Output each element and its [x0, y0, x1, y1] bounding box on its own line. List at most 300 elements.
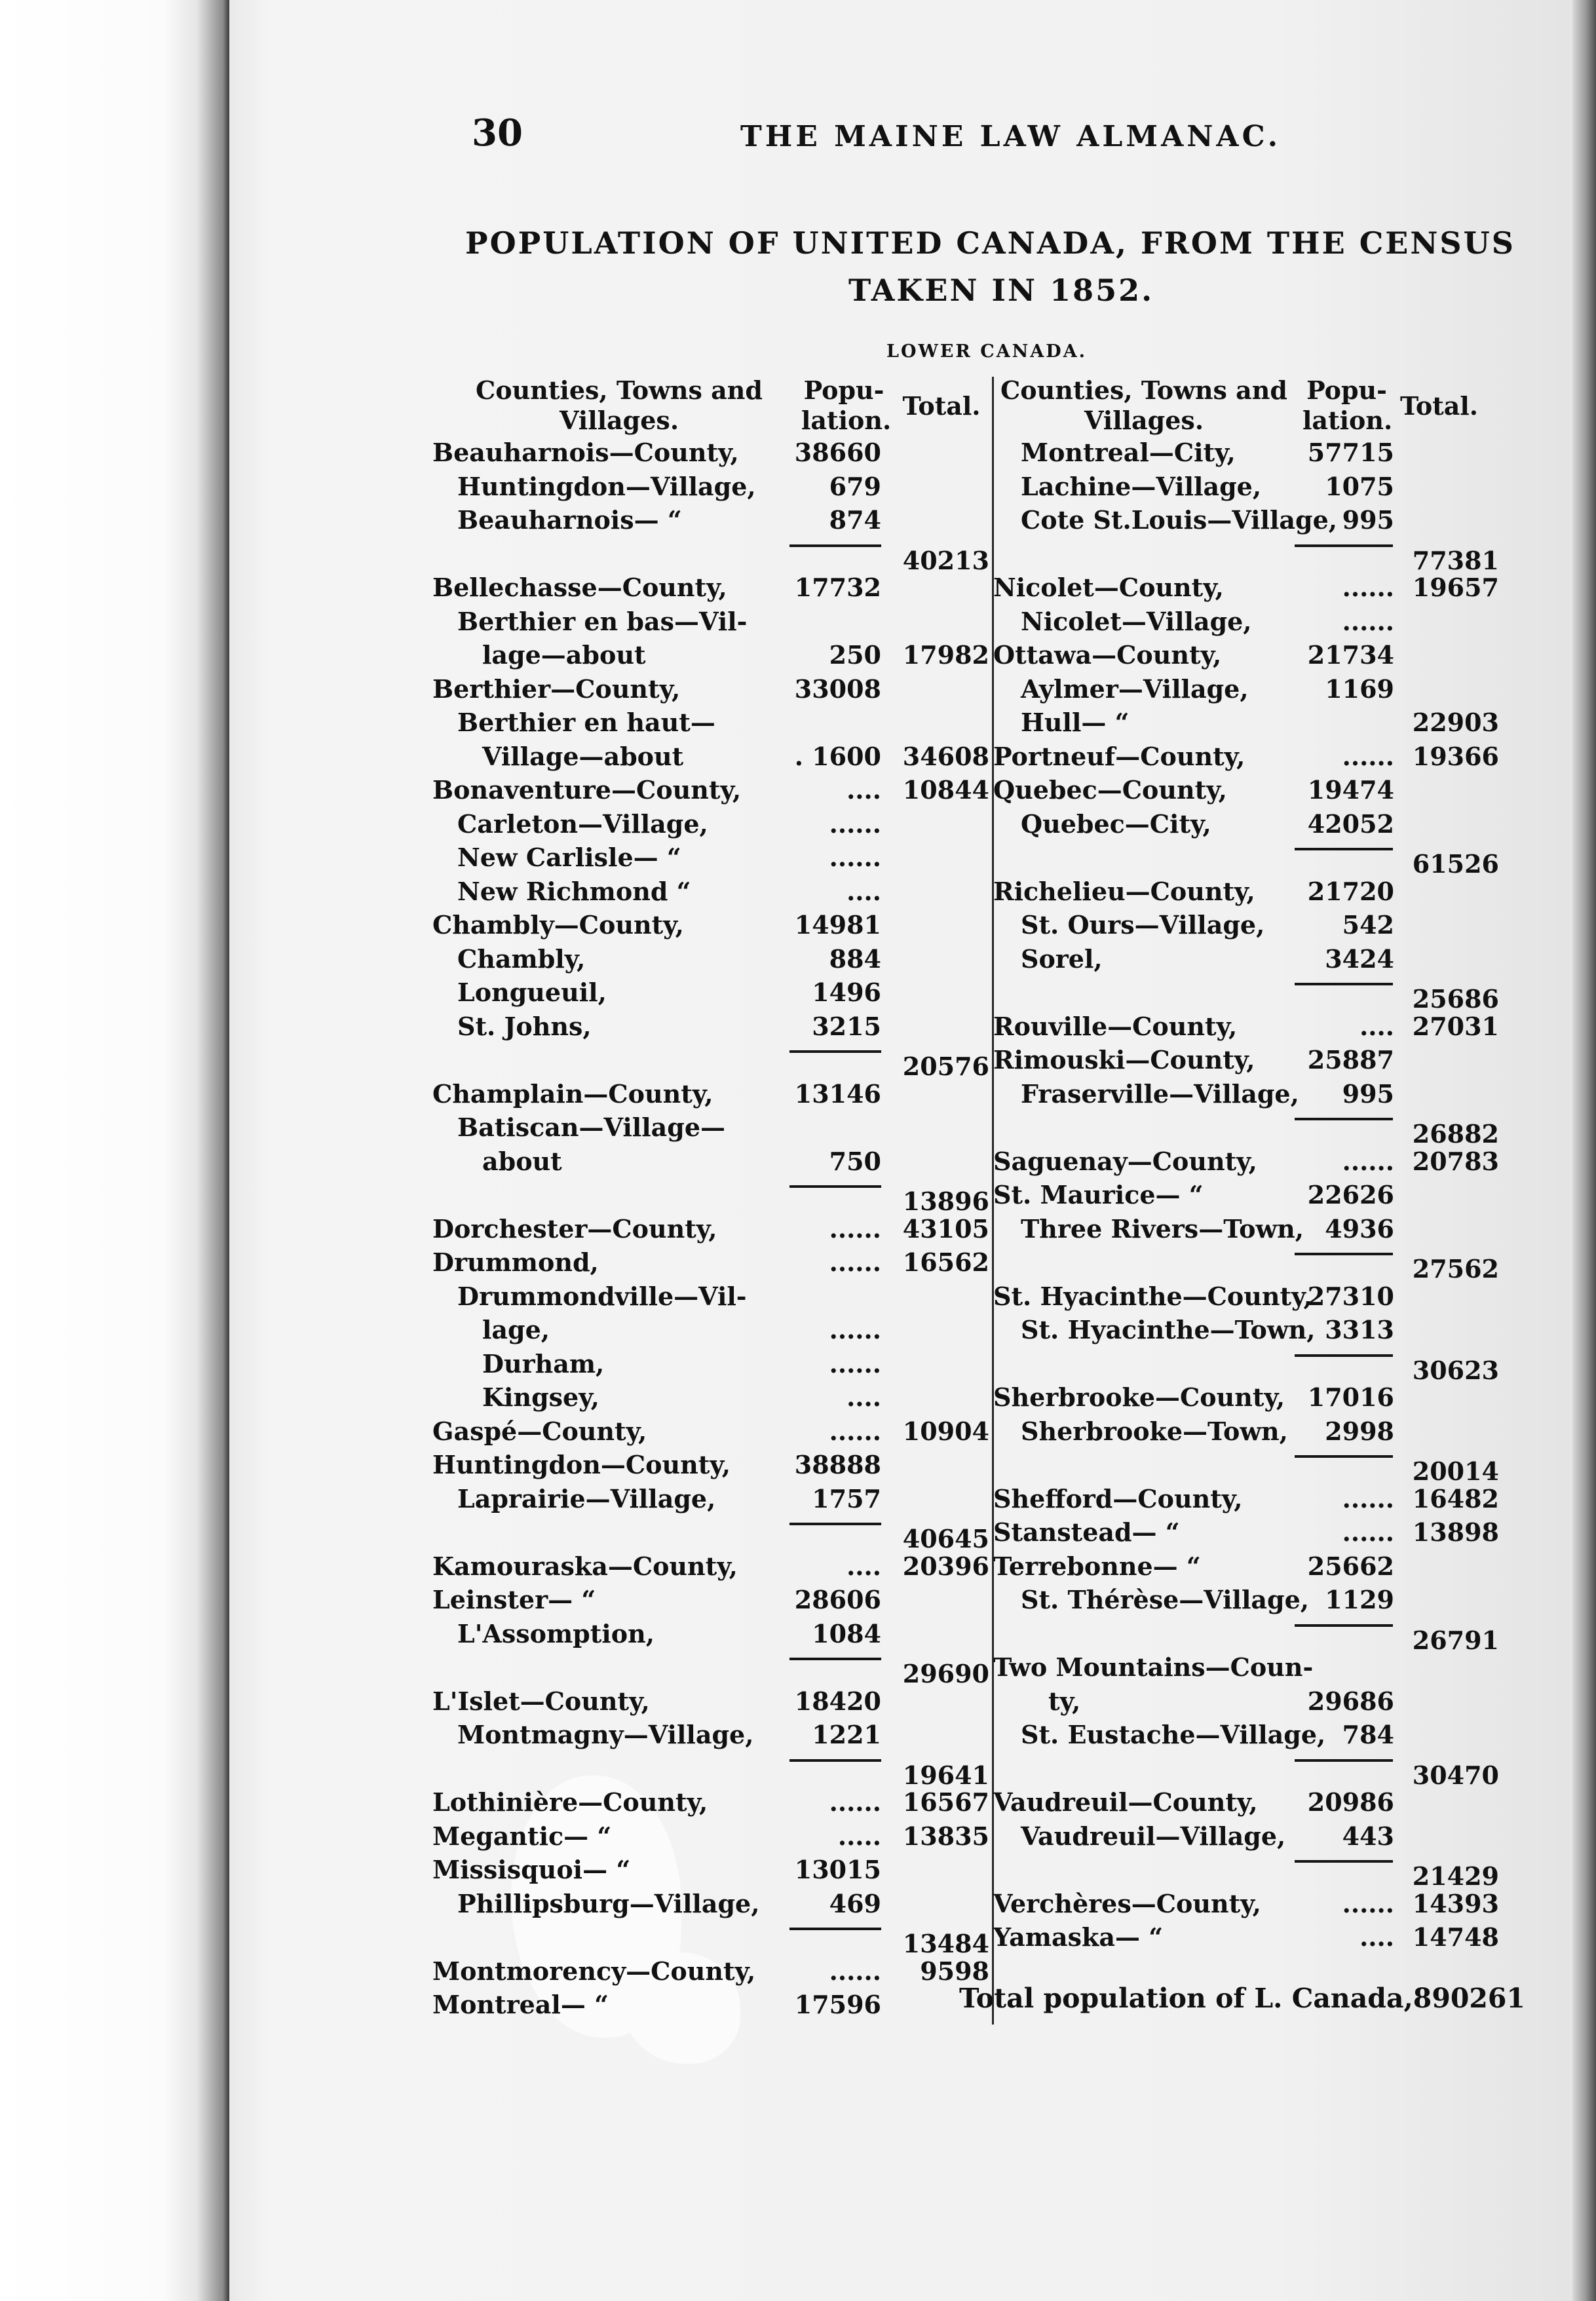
- table-row: [229, 1787, 993, 1824]
- place-name: lage—about: [482, 640, 646, 670]
- subtotal-rule: [789, 1759, 881, 1762]
- place-name: Montmorency—County,: [432, 1956, 756, 1986]
- table-row: [229, 440, 993, 474]
- place-name: Bonaventure—County,: [432, 775, 742, 805]
- place-name: Richelieu—County,: [993, 876, 1255, 906]
- subtotal-rule: [1295, 1118, 1393, 1120]
- population-value: ....: [846, 876, 881, 906]
- table-row: [993, 741, 1572, 778]
- table-row: [229, 808, 993, 846]
- total-value: 34608: [902, 741, 989, 771]
- total-value: 20396: [902, 1551, 989, 1581]
- page-margin-left: [0, 0, 229, 2301]
- table-row: [229, 640, 993, 677]
- table-row: [993, 1652, 1572, 1689]
- table-row: [229, 542, 993, 576]
- population-value: ......: [1342, 573, 1394, 602]
- population-value: 542: [1342, 910, 1394, 940]
- subtotal-rule: [1295, 1624, 1393, 1627]
- population-value: ....: [1359, 1011, 1394, 1041]
- population-value: ....: [846, 775, 881, 805]
- population-value: 1496: [812, 978, 881, 1007]
- subtotal-rule: [1295, 1354, 1393, 1357]
- right-header-names: Counties, Towns and Villages.: [1000, 375, 1287, 435]
- population-value: 57715: [1307, 438, 1394, 467]
- table-row: [993, 1722, 1572, 1757]
- population-value: 1169: [1325, 674, 1394, 704]
- table-row: [993, 1453, 1572, 1487]
- place-name: Kamouraska—County,: [432, 1551, 738, 1581]
- total-value: 77381: [1412, 545, 1499, 575]
- total-value: 61526: [1412, 849, 1499, 879]
- section-heading: LOWER CANADA.: [886, 341, 1088, 362]
- place-name: Lothinière—County,: [432, 1787, 708, 1817]
- place-name: Verchères—County,: [993, 1888, 1261, 1918]
- place-name: New Richmond “: [457, 876, 691, 906]
- place-name: Megantic— “: [432, 1821, 612, 1851]
- place-name: Vaudreuil—Village,: [1021, 1821, 1286, 1851]
- population-value: 1084: [812, 1618, 881, 1648]
- population-value: ......: [829, 1315, 881, 1344]
- table-row: [993, 1888, 1572, 1926]
- population-value: 20986: [1307, 1787, 1394, 1817]
- place-name: Chambly,: [457, 943, 586, 974]
- population-value: ......: [829, 1787, 881, 1817]
- table-row: [229, 1757, 993, 1791]
- population-value: 38660: [794, 438, 881, 467]
- population-value: ....: [1359, 1922, 1394, 1952]
- table-row: [993, 1551, 1572, 1588]
- place-name: St. Ours—Village,: [1021, 910, 1265, 940]
- population-value: ......: [829, 1213, 881, 1244]
- total-value: 40213: [902, 545, 989, 575]
- almanac-page: [229, 0, 1572, 2301]
- place-name: Quebec—City,: [1021, 808, 1211, 839]
- page-title: POPULATION OF UNITED CANADA, FROM THE CENSUS: [465, 225, 1515, 261]
- table-row: [993, 640, 1572, 677]
- place-name: Carleton—Village,: [457, 808, 708, 839]
- total-value: 20014: [1412, 1456, 1499, 1486]
- place-name: Sorel,: [1021, 943, 1103, 974]
- table-row: [993, 542, 1572, 576]
- total-value: 14748: [1412, 1922, 1499, 1952]
- population-value: 18420: [794, 1686, 881, 1716]
- population-value: 25887: [1307, 1045, 1394, 1074]
- place-name: St. Eustache—Village,: [1021, 1720, 1326, 1749]
- table-row: [229, 1048, 993, 1082]
- place-name: Phillipsburg—Village,: [457, 1888, 760, 1918]
- table-row: [993, 1382, 1572, 1419]
- place-name: L'Assomption,: [457, 1618, 655, 1648]
- place-name: Beauharnois—County,: [432, 438, 739, 467]
- population-value: 25662: [1307, 1551, 1394, 1581]
- total-value: 27562: [1412, 1254, 1499, 1284]
- place-name: Portneuf—County,: [993, 741, 1245, 771]
- population-value: 29686: [1307, 1686, 1394, 1716]
- place-name: Bellechasse—County,: [432, 573, 727, 602]
- place-name: Rouville—County,: [993, 1011, 1238, 1041]
- place-name: Durham,: [482, 1348, 605, 1379]
- table-row: [993, 1115, 1572, 1149]
- place-name: Missisquoi— “: [432, 1855, 631, 1884]
- table-row: [993, 674, 1572, 711]
- population-value: ......: [1342, 606, 1394, 636]
- population-value: 21734: [1307, 640, 1394, 670]
- table-row: [993, 1483, 1572, 1521]
- table-row: [229, 471, 993, 508]
- right-column: [993, 0, 1572, 2301]
- table-row: [993, 440, 1572, 474]
- table-row: [993, 710, 1572, 744]
- population-value: 19474: [1307, 775, 1394, 805]
- population-value: 750: [829, 1146, 881, 1176]
- population-value: 2998: [1325, 1416, 1394, 1446]
- table-row: [993, 1078, 1572, 1116]
- place-name: Montreal— “: [432, 1990, 609, 2019]
- population-value: ......: [829, 1956, 881, 1986]
- place-name: Kingsey,: [482, 1382, 599, 1412]
- table-row: [993, 910, 1572, 947]
- place-name: Two Mountains—Coun-: [993, 1652, 1314, 1682]
- place-name: Fraserville—Village,: [1021, 1078, 1299, 1109]
- table-row: [993, 980, 1572, 1014]
- table-row: [993, 1857, 1572, 1892]
- place-name: Laprairie—Village,: [457, 1483, 716, 1513]
- table-row: [229, 1146, 993, 1183]
- total-value: 30470: [1412, 1760, 1499, 1790]
- place-name: Nicolet—County,: [993, 573, 1224, 602]
- subtotal-rule: [1295, 848, 1393, 850]
- place-name: St. Hyacinthe—Town,: [1021, 1315, 1316, 1344]
- total-value: 27031: [1412, 1011, 1499, 1041]
- population-value: 22626: [1307, 1180, 1394, 1209]
- table-row: [229, 1213, 993, 1251]
- total-value: 16562: [902, 1247, 989, 1277]
- table-row: [229, 910, 993, 947]
- subtotal-rule: [789, 1050, 881, 1053]
- table-row: [993, 575, 1572, 609]
- place-name: St. Johns,: [457, 1011, 592, 1041]
- total-value: 14393: [1412, 1888, 1499, 1918]
- table-row: [993, 943, 1572, 981]
- population-value: 3424: [1325, 943, 1394, 974]
- total-value: 16482: [1412, 1483, 1499, 1513]
- place-name: Sherbrooke—Town,: [1021, 1416, 1288, 1446]
- table-row: [993, 505, 1572, 542]
- place-name: Berthier—County,: [432, 674, 681, 704]
- total-value: 10844: [902, 775, 989, 805]
- population-value: 28606: [794, 1585, 881, 1614]
- right-header-population: Popu- lation.: [1302, 375, 1393, 435]
- subtotal-rule: [1295, 544, 1393, 547]
- total-value: 13835: [902, 1821, 989, 1851]
- place-name: Drummondville—Vil-: [457, 1281, 747, 1311]
- table-row: [993, 1585, 1572, 1622]
- population-value: 4936: [1325, 1213, 1394, 1244]
- table-row: [229, 1956, 993, 1993]
- population-value: ......: [1342, 1888, 1394, 1918]
- table-row: [229, 1348, 993, 1386]
- subtotal-rule: [1295, 1253, 1393, 1255]
- population-value: 13015: [794, 1855, 881, 1884]
- table-row: [993, 1011, 1572, 1048]
- place-name: Berthier en haut—: [457, 708, 715, 737]
- population-value: ......: [829, 1416, 881, 1446]
- place-name: Hull— “: [1021, 708, 1130, 737]
- total-value: 20576: [902, 1052, 989, 1081]
- subtotal-rule: [789, 544, 881, 547]
- table-row: [229, 775, 993, 812]
- place-name: ty,: [1048, 1686, 1081, 1716]
- table-row: [229, 1315, 993, 1352]
- table-row: [993, 1352, 1572, 1386]
- place-name: Batiscan—Village—: [457, 1112, 726, 1142]
- total-value: 43105: [902, 1213, 989, 1244]
- population-value: 3215: [812, 1011, 881, 1041]
- population-value: 14981: [794, 910, 881, 940]
- place-name: Aylmer—Village,: [1021, 674, 1249, 704]
- right-header-total: Total.: [1399, 391, 1479, 421]
- total-value: 19366: [1412, 741, 1499, 771]
- page-margin-right: [1572, 0, 1596, 2301]
- table-row: [993, 1180, 1572, 1217]
- total-value: 20783: [1412, 1146, 1499, 1176]
- total-value: 22903: [1412, 708, 1499, 737]
- population-value: 884: [829, 943, 881, 974]
- table-row: [229, 1520, 993, 1554]
- left-header-total: Total.: [902, 391, 981, 421]
- left-header-names: Counties, Towns and Villages.: [476, 375, 763, 435]
- population-value: 469: [829, 1888, 881, 1918]
- total-value: 13896: [902, 1187, 989, 1216]
- total-value: 26791: [1412, 1625, 1499, 1655]
- subtotal-rule: [789, 1658, 881, 1660]
- population-value: 17732: [794, 573, 881, 602]
- place-name: Gaspé—County,: [432, 1416, 647, 1446]
- table-row: [229, 1925, 993, 1959]
- table-row: [993, 1315, 1572, 1352]
- running-head: THE MAINE LAW ALMANAC.: [740, 120, 1282, 153]
- population-value: . 1600: [794, 741, 881, 771]
- total-value: 19657: [1412, 573, 1499, 602]
- table-row: [993, 1686, 1572, 1723]
- total-value: 26882: [1412, 1119, 1499, 1149]
- place-name: Montmagny—Village,: [457, 1720, 754, 1749]
- subtotal-rule: [1295, 1759, 1393, 1762]
- population-value: 3313: [1325, 1315, 1394, 1344]
- table-row: [993, 471, 1572, 508]
- population-value: 17596: [794, 1990, 881, 2019]
- place-name: Sherbrooke—County,: [993, 1382, 1285, 1412]
- table-row: [229, 1992, 993, 2026]
- place-name: Leinster— “: [432, 1585, 596, 1614]
- place-name: about: [482, 1146, 562, 1176]
- population-value: ....: [846, 1551, 881, 1581]
- table-row: [229, 1655, 993, 1689]
- total-value: 13484: [902, 1929, 989, 1958]
- total-value: 25686: [1412, 984, 1499, 1014]
- population-value: 1757: [812, 1483, 881, 1513]
- place-name: St. Thérèse—Village,: [1021, 1585, 1310, 1614]
- place-name: Chambly—County,: [432, 910, 684, 940]
- total-value: 17982: [902, 640, 989, 670]
- place-name: Shefford—County,: [993, 1483, 1243, 1513]
- place-name: Dorchester—County,: [432, 1213, 717, 1244]
- population-value: ......: [1342, 1146, 1394, 1176]
- table-row: [993, 1757, 1572, 1791]
- table-row: [229, 1686, 993, 1723]
- place-name: Drummond,: [432, 1247, 599, 1277]
- population-value: 21720: [1307, 876, 1394, 906]
- place-name: Huntingdon—Village,: [457, 471, 756, 501]
- table-row: [993, 1922, 1572, 1959]
- place-name: Ottawa—County,: [993, 640, 1222, 670]
- table-row: [229, 606, 993, 643]
- place-name: Terrebonne— “: [993, 1551, 1201, 1581]
- population-value: ......: [829, 843, 881, 872]
- total-value: 40645: [902, 1524, 989, 1553]
- total-value: 10904: [902, 1416, 989, 1446]
- table-row: [229, 1416, 993, 1453]
- table-row: [993, 1787, 1572, 1824]
- place-name: Montreal—City,: [1021, 438, 1236, 467]
- place-name: St. Maurice— “: [993, 1180, 1204, 1209]
- population-value: ....: [846, 1382, 881, 1412]
- table-row: [229, 575, 993, 609]
- table-row: [229, 845, 993, 879]
- population-value: ......: [829, 1247, 881, 1277]
- place-name: Nicolet—Village,: [1021, 606, 1252, 636]
- place-name: St. Hyacinthe—County,: [993, 1281, 1312, 1311]
- population-value: 995: [1342, 505, 1394, 535]
- page-title-line2: TAKEN IN 1852.: [848, 273, 1154, 308]
- population-value: 13146: [794, 1078, 881, 1109]
- table-row: [229, 1857, 993, 1892]
- table-row: [993, 1250, 1572, 1284]
- place-name: Village—about: [482, 741, 684, 771]
- place-name: L'Islet—County,: [432, 1686, 650, 1716]
- population-value: ......: [1342, 1517, 1394, 1547]
- table-row: [229, 1450, 993, 1487]
- table-row: [993, 1517, 1572, 1554]
- table-row: [229, 1183, 993, 1217]
- table-row: [229, 674, 993, 711]
- place-name: Berthier en bas—Vil-: [457, 606, 748, 636]
- place-name: Three Rivers—Town,: [1021, 1213, 1304, 1244]
- total-value: 29690: [902, 1659, 989, 1688]
- population-value: ......: [1342, 741, 1394, 771]
- table-row: [229, 1078, 993, 1116]
- table-row: [229, 1112, 993, 1149]
- table-row: [229, 943, 993, 981]
- subtotal-rule: [789, 1523, 881, 1525]
- population-value: 27310: [1307, 1281, 1394, 1311]
- table-row: [229, 1888, 993, 1926]
- total-value: 13898: [1412, 1517, 1499, 1547]
- table-row: [993, 1045, 1572, 1082]
- table-row: [993, 845, 1572, 879]
- population-value: ......: [1342, 1483, 1394, 1513]
- subtotal-rule: [789, 1185, 881, 1188]
- table-row: [229, 741, 993, 778]
- population-value: 38888: [794, 1450, 881, 1479]
- subtotal-rule: [1295, 1455, 1393, 1458]
- population-value: .....: [837, 1821, 881, 1851]
- population-value: 784: [1342, 1720, 1394, 1749]
- place-name: Saguenay—County,: [993, 1146, 1257, 1176]
- population-value: 679: [829, 471, 881, 501]
- table-row: [993, 1213, 1572, 1251]
- place-name: Quebec—County,: [993, 775, 1227, 805]
- place-name: New Carlisle— “: [457, 843, 681, 872]
- place-name: Rimouski—County,: [993, 1045, 1255, 1074]
- table-row: [229, 1821, 993, 1858]
- page-number: 30: [472, 111, 523, 155]
- population-value: ......: [829, 808, 881, 839]
- table-row: [229, 876, 993, 913]
- left-header-population: Popu- lation.: [801, 375, 892, 435]
- table-row: [229, 505, 993, 542]
- table-row: [229, 980, 993, 1014]
- population-value: 874: [829, 505, 881, 535]
- table-row: [993, 876, 1572, 913]
- population-value: ......: [829, 1348, 881, 1379]
- total-value: 16567: [902, 1787, 989, 1817]
- total-population-line: Total population of L. Canada,890261: [959, 1983, 1525, 2014]
- population-value: 1075: [1325, 471, 1394, 501]
- table-row: [229, 1618, 993, 1656]
- left-column: [229, 0, 993, 2301]
- place-name: Huntingdon—County,: [432, 1450, 731, 1479]
- population-value: 250: [829, 640, 881, 670]
- table-row: [993, 1281, 1572, 1318]
- population-value: 42052: [1307, 808, 1394, 839]
- total-value: 9598: [920, 1956, 989, 1986]
- table-row: [993, 1622, 1572, 1656]
- population-value: 1221: [812, 1720, 881, 1749]
- table-row: [993, 1416, 1572, 1453]
- subtotal-rule: [1295, 1860, 1393, 1863]
- total-value: 30623: [1412, 1355, 1499, 1385]
- place-name: Cote St.Louis—Village,: [1021, 505, 1338, 535]
- place-name: Vaudreuil—County,: [993, 1787, 1258, 1817]
- place-name: Longueuil,: [457, 978, 607, 1007]
- table-row: [229, 1281, 993, 1318]
- table-row: [993, 606, 1572, 643]
- subtotal-rule: [789, 1928, 881, 1930]
- place-name: Yamaska— “: [993, 1922, 1164, 1952]
- table-row: [229, 1722, 993, 1757]
- table-row: [993, 1821, 1572, 1858]
- table-row: [229, 1551, 993, 1588]
- table-row: [229, 1585, 993, 1622]
- table-row: [993, 1146, 1572, 1183]
- table-row: [229, 1483, 993, 1521]
- population-value: 33008: [794, 674, 881, 704]
- table-row: [229, 1382, 993, 1419]
- population-value: 17016: [1307, 1382, 1394, 1412]
- place-name: Stanstead— “: [993, 1517, 1180, 1547]
- subtotal-rule: [1295, 983, 1393, 985]
- population-value: 995: [1342, 1078, 1394, 1109]
- table-row: [993, 775, 1572, 812]
- table-row: [993, 808, 1572, 846]
- total-value: 19641: [902, 1760, 989, 1790]
- table-row: [229, 1011, 993, 1048]
- place-name: Champlain—County,: [432, 1078, 713, 1109]
- population-value: 1129: [1325, 1585, 1394, 1614]
- place-name: Lachine—Village,: [1021, 471, 1262, 501]
